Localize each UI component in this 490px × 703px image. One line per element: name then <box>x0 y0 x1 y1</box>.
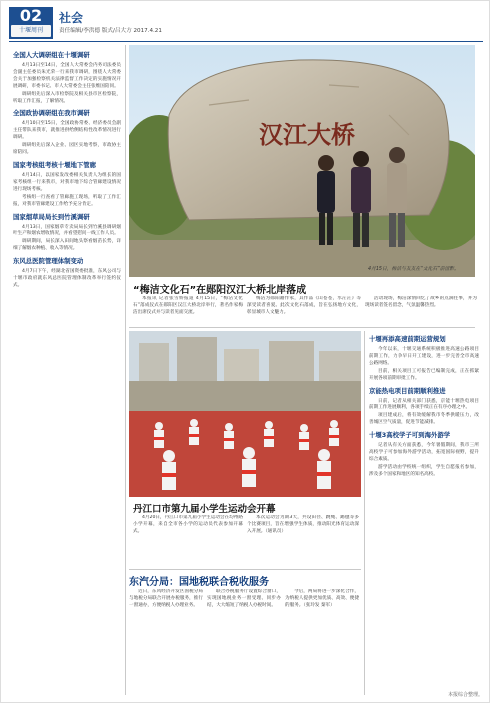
right-paragraph: 今年以来，十堰交通系统积极推进高速公路项目前期工作，力争早日开工建设，进一步完善全市高速公路网络。 <box>369 347 479 366</box>
article-text: 本报讯 记者张雪娇报道 4月15日，“梅洁文化石”落成仪式在郧阳区汉江大桥北岸举行，著名作家梅洁出席仪式并与读者见面交流。 <box>133 296 243 315</box>
article2-col1 <box>133 515 243 567</box>
header-rule <box>9 41 483 42</box>
photo-sports-meeting <box>129 331 361 497</box>
editor-meta: 责任编辑/李洪德 版式/吕大方 2017.4.21 <box>59 28 162 34</box>
left-paragraph: 调研组先后深入企业、园区实地考察，市政协主席陪同。 <box>13 143 121 156</box>
right-headline-2: 京能热电项目前期顺利推进 <box>369 386 446 395</box>
section-title: 社会 <box>59 11 84 25</box>
right-column <box>369 331 479 686</box>
article-text: 4月20日，丹江口市第九届小学生运动会在均州路小学开幕，来自全市各小学的运动员代表参加开幕式。 <box>133 515 243 534</box>
article1-col2 <box>247 296 361 324</box>
left-headline-2: 全国政协调研组在我市调研 <box>13 109 90 118</box>
article-text: 今后，两局将进一步深化合作，为纳税人提供更加优质、高效、便捷的服务。（张玲发 秦军） <box>285 589 359 608</box>
left-paragraph: 4月14日，以国家发改委相关负责人为组长的国家考核组一行来我市，对我市地下综合管廊建设情况进行现场考核。 <box>13 172 121 192</box>
left-paragraph: 调研组先后深入市检察院及相关县市区检察院，听取工作汇报，了解情况。 <box>13 91 121 104</box>
column-divider <box>364 331 365 695</box>
right-headline-1: 十堰再添高速前期运营规划 <box>369 335 446 343</box>
right-paragraph: 目前，相关项目工可报告已编制完成，正在抓紧开展各项前期审批工作。 <box>369 368 479 381</box>
article-text: 本次运动会为期3天，共设田径、跳绳、踢毽等多个比赛项目，旨在增强学生体质，推动阳光体育运动深入开展。（通讯员） <box>247 515 359 534</box>
left-paragraph: 考核组一行查看了管廊施工现场，听取了工作汇报，对我市管廊建设工作给予充分肯定。 <box>13 194 121 207</box>
left-column <box>13 47 121 695</box>
right-headline-3: 十堰3高校学子可到海外游学 <box>369 431 451 440</box>
brand-label: 十堰周刊 <box>11 25 51 37</box>
headline-culture-stone: “梅洁文化石”在郧阳汉江大桥北岸落成 <box>133 285 307 296</box>
article3-col2 <box>207 589 281 691</box>
article2-col2 <box>247 515 359 567</box>
page-number: 02 <box>19 6 43 25</box>
right-paragraph: 记者从有关方面获悉，今年暑假期间，我市三所高校学子可参加海外游学活动，拓宽国际视野，提升综合素质。 <box>369 443 479 462</box>
right-paragraph: 游学活动由学校统一组织，学生自愿报名参加，涉及多个国家和地区的知名高校。 <box>369 464 479 477</box>
left-headline-5: 东风总医院管理体制变动 <box>13 257 84 266</box>
section-divider <box>129 327 475 328</box>
left-paragraph: 4月13日，国家烟草专卖局局长到竹溪县调研烟叶生产和烟农增收情况，并看望慰问一线工作人员。 <box>13 224 121 237</box>
section-divider <box>129 569 361 570</box>
footer-note: 本报综合整理。 <box>447 692 483 698</box>
article-text: 活动现场，梅洁深情回忆了故乡的点滴往事，并为现场读者签名留念，气氛温馨热烈。 <box>365 296 477 308</box>
page-header <box>9 7 483 39</box>
left-headline-3: 国家考核组考核十堰地下管廊 <box>13 160 97 169</box>
stone-inscription: 汉江大桥 <box>259 120 355 149</box>
right-paragraph: 日前，记者从相关部门获悉，京能十堰热电项目前期工作进展顺利，各项手续正在有序办理之中。 <box>369 398 479 411</box>
left-paragraph: 4月10日至15日，全国政协常委、经济委员会副主任带队来我市，就推进供给侧结构性改革情况进行调研。 <box>13 121 121 141</box>
headline-tax-service: 东汽分局：国地税联合税收服务 <box>129 577 269 588</box>
photo1-caption: 4月15日，梅洁与友友在“文化石”前留影。 <box>368 267 459 272</box>
article-text: 近日，东风经济开发区国税分局与地税分局联合开展办税服务，推行一窗通办，方便纳税人办理业务。 <box>129 589 203 608</box>
right-paragraph: 项目建成后，将有效缓解我市冬季供暖压力，改善城区空气质量，促进节能减排。 <box>369 413 479 426</box>
left-paragraph: 4月13日至14日，全国人大常委会内务司法委员会副主任委员朱光荣一行来我市调研，围绕人大常委会关于加强检察机关法律监督工作决定的实施情况开展调研，市委书记、市人大常委会主任张维国陪同。 <box>13 63 121 89</box>
left-headline-4: 国家烟草局局长到竹溪调研 <box>13 212 90 221</box>
left-paragraph: 调研期间，局长深入田间地头察看烟苗长势，详细了解烟农种植、收入等情况。 <box>13 239 121 252</box>
page-number-badge <box>9 7 53 39</box>
sports-meeting-image <box>129 331 361 497</box>
article3-col3 <box>285 589 359 691</box>
article1-col3 <box>365 296 477 324</box>
left-paragraph: 4月7日下午，经湖北省国资委批准，东风公司与十堰市政府就东风总医院管理体制改革举行签约仪式。 <box>13 269 121 288</box>
photo-culture-stone <box>129 45 475 277</box>
culture-stone-image <box>129 45 475 277</box>
headline-sports-meeting: 丹江口市第九届小学生运动会开幕 <box>133 504 276 515</box>
left-headline-1: 全国人大调研组在十堰调研 <box>13 51 90 59</box>
column-divider <box>125 45 126 695</box>
article1-col1 <box>133 296 243 324</box>
article3-col1 <box>129 589 203 691</box>
article-text: 梅洁为郧阳籍作家，其作品《山苍苍，水茫茫》等深受读者喜爱。此次文化石落成，旨在弘扬地方文化，彰显城市人文魅力。 <box>247 296 361 315</box>
article-text: 联合办税服务厅设置综合窗口，实现国地税业务一窗受理、同步办结，大大缩短了纳税人办税时间。 <box>207 589 281 608</box>
